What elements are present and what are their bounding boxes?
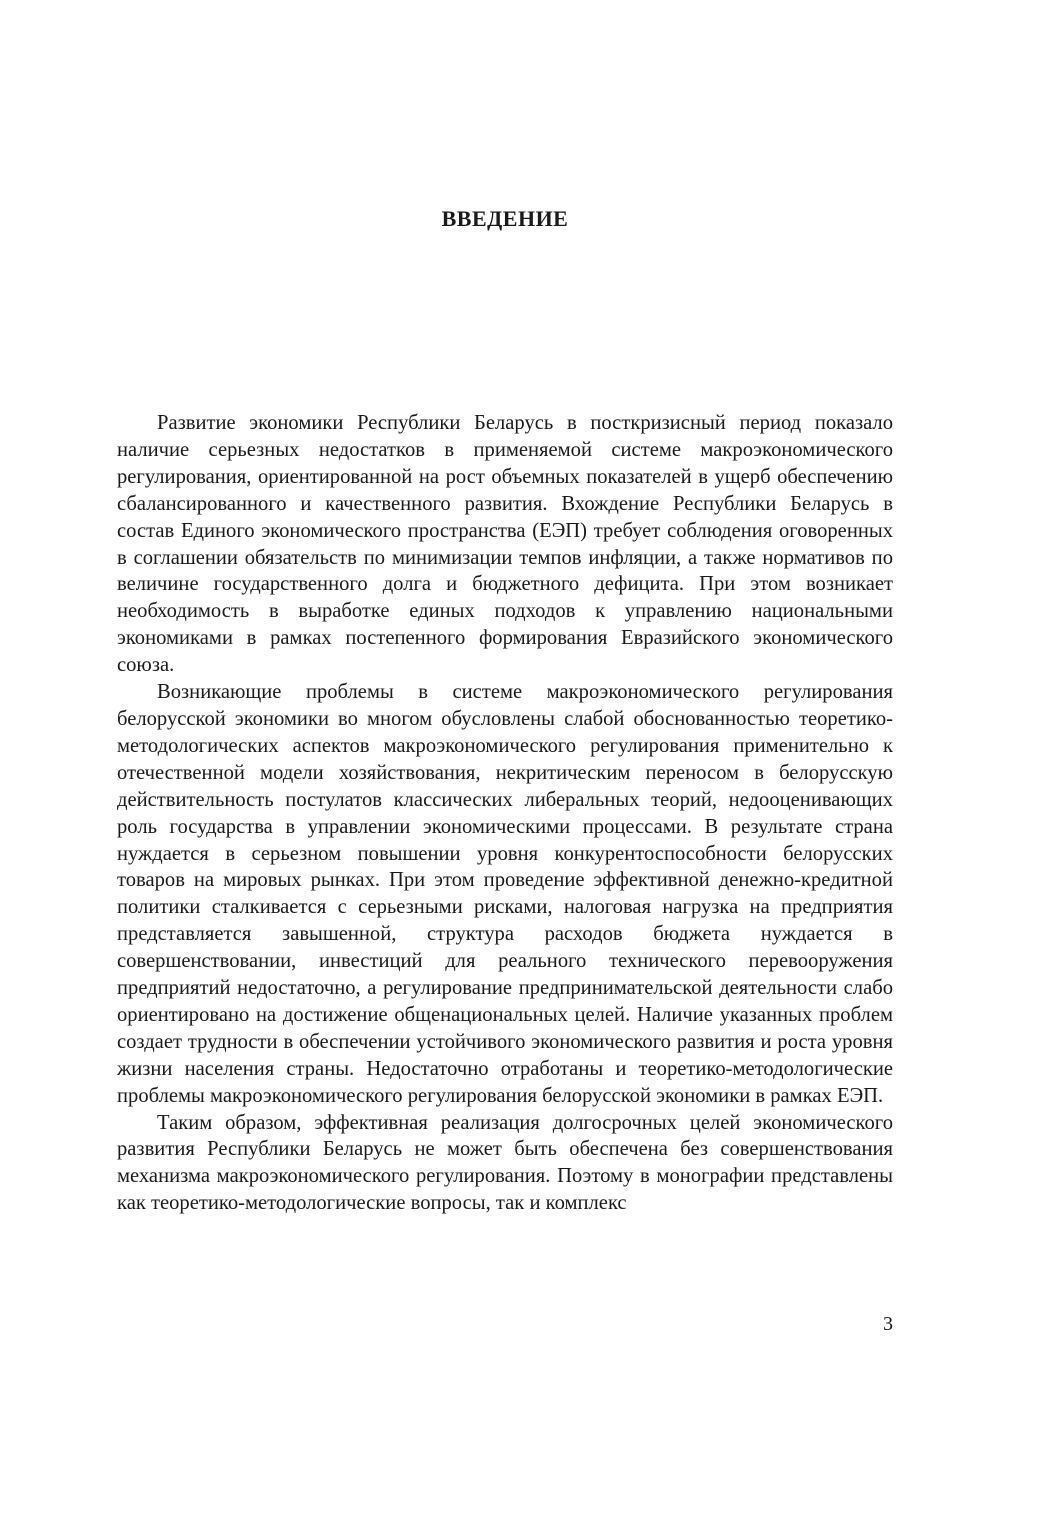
paragraph-1: Развитие экономики Республики Беларусь в посткризисный период показало наличие серьезных недостатков в применяемой системе макроэкономического регулирования, ориентированной на рост объемных показателей в ущерб обеспечению сбалансированного и качественного развития. Вхождение Республики Беларусь в состав Единого экономического пространства (ЕЭП) требует соблюдения оговоренных в соглашении обязательств по минимизации темпов инфляции, а также нормативов по величине государственного долга и бюджетного дефицита. При этом возникает необходимость в выработке единых подходов к управлению национальными экономиками в рамках постепенного формирования Евразийского экономического союза. [117, 412, 893, 677]
page-number: 3 [883, 1313, 893, 1335]
page-title: ВВЕДЕНИЕ [441, 206, 569, 231]
paragraph-3: Таким образом, эффективная реализация долгосрочных целей экономического развития Республики Беларусь не может быть обеспечена без совершенствования механизма макроэкономического регулирования. Поэтому в монографии представлены как теоретико-методологические вопросы, так и комплекс [117, 1111, 893, 1215]
paragraph-2: Возникающие проблемы в системе макроэкономического регулирования белорусской экономики во многом обусловлены слабой обоснованностью теоретико-методологических аспектов макроэкономического регулирования применительно к отечественной модели хозяйствования, некритическим переносом в белорусскую действительность постулатов классических либеральных теорий, недооценивающих роль государства в управлении экономическими процессами. В результате страна нуждается в серьезном повышении уровня конкурентоспособности белорусских товаров на мировых рынках. При этом проведение эффективной денежно-кредитной политики сталкивается с серьезными рисками, налоговая нагрузка на предприятия представляется завышенной, структура расходов бюджета нуждается в совершенствовании, инвестиций для реального технического перевооружения предприятий недостаточно, а регулирование предпринимательской деятельности слабо ориентировано на достижение общенациональных целей. Наличие указанных проблем создает трудности в обеспечении устойчивого экономического развития и роста уровня жизни населения страны. Недостаточно отработаны и теоретико-методологические проблемы макроэкономического регулирования белорусской экономики в рамках ЕЭП. [117, 681, 893, 1107]
body-text [117, 410, 893, 1217]
